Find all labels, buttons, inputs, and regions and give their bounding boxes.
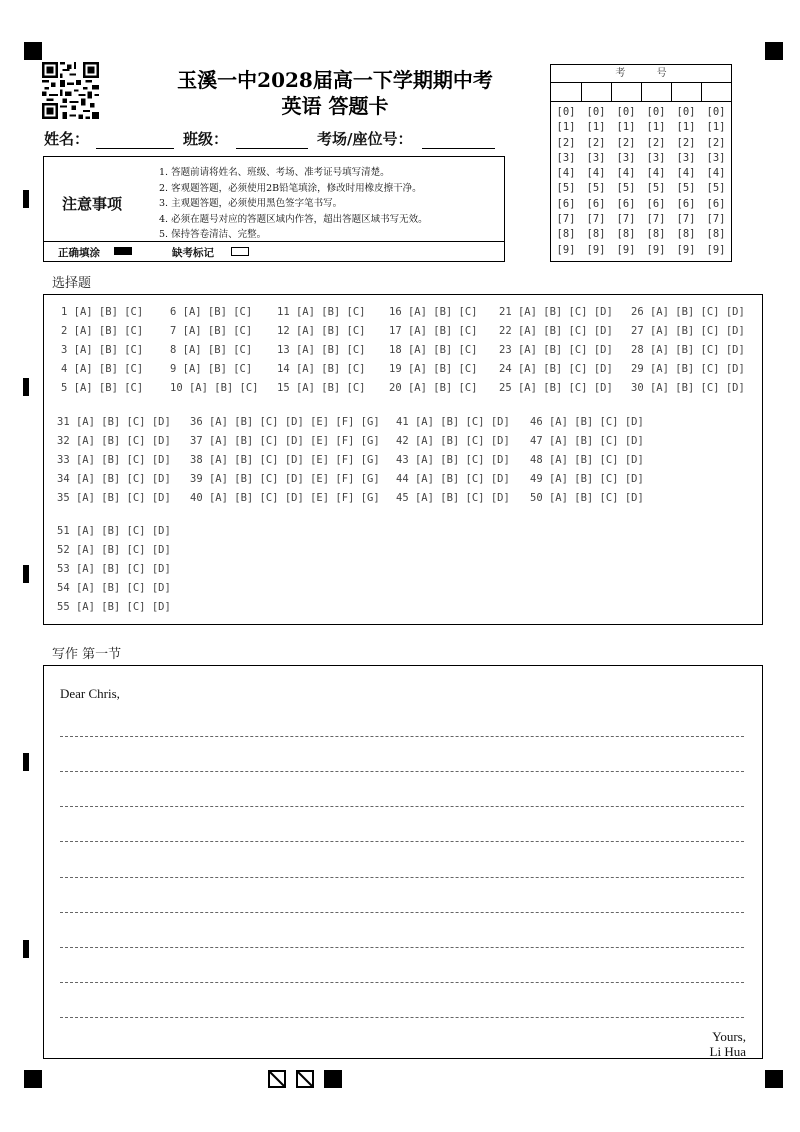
- exam-digit-bubble[interactable]: [3]: [706, 151, 726, 164]
- exam-digit-bubble[interactable]: [4]: [646, 167, 666, 180]
- writing-line[interactable]: [60, 912, 744, 913]
- question-answer-row[interactable]: 38 [A] [B] [C] [D] [E] [F] [G]: [190, 454, 380, 466]
- correct-fill-label: 正确填涂: [58, 247, 100, 259]
- exam-digit-bubble[interactable]: [7]: [586, 213, 606, 226]
- exam-digit-column: [611, 105, 641, 258]
- exam-digit-bubble[interactable]: [0]: [706, 106, 726, 118]
- writing-answer-area[interactable]: [43, 665, 763, 1059]
- exam-digit-bubble[interactable]: [2]: [586, 136, 606, 149]
- question-answer-row[interactable]: 9 [A] [B] [C]: [170, 363, 253, 375]
- exam-digit-bubble[interactable]: [8]: [676, 228, 696, 241]
- exam-digit-bubble[interactable]: [2]: [646, 136, 666, 149]
- question-answer-row[interactable]: 28 [A] [B] [C] [D]: [631, 344, 745, 356]
- exam-number-title: 考 号: [551, 65, 731, 83]
- exam-digit-bubble[interactable]: [1]: [616, 121, 636, 134]
- question-answer-row[interactable]: 12 [A] [B] [C]: [277, 325, 366, 337]
- notice-item: 2. 客观题答题，必须使用2B铅笔填涂，修改时用橡皮擦干净。: [159, 182, 422, 194]
- exam-digit-bubble[interactable]: [4]: [706, 167, 726, 180]
- exam-digit-bubble[interactable]: [1]: [556, 121, 576, 134]
- question-answer-row[interactable]: 19 [A] [B] [C]: [389, 363, 478, 375]
- writing-line[interactable]: [60, 771, 744, 772]
- page-subtitle: 英语 答题卡: [281, 94, 389, 118]
- choice-answer-area: [43, 294, 763, 625]
- exam-digit-bubble[interactable]: [9]: [586, 243, 606, 256]
- question-answer-row[interactable]: 36 [A] [B] [C] [D] [E] [F] [G]: [190, 416, 380, 428]
- absent-mark-label: 缺考标记: [172, 247, 214, 259]
- exam-digit-bubble[interactable]: [7]: [706, 213, 726, 226]
- question-answer-row[interactable]: 6 [A] [B] [C]: [170, 306, 253, 318]
- question-answer-row[interactable]: 49 [A] [B] [C] [D]: [530, 473, 644, 485]
- question-answer-row[interactable]: 32 [A] [B] [C] [D]: [57, 435, 171, 447]
- exam-digit-bubble[interactable]: [9]: [646, 243, 666, 256]
- divider: [701, 83, 702, 101]
- question-answer-row[interactable]: 42 [A] [B] [C] [D]: [396, 435, 510, 447]
- question-answer-row[interactable]: 25 [A] [B] [C] [D]: [499, 382, 613, 394]
- question-answer-row[interactable]: 44 [A] [B] [C] [D]: [396, 473, 510, 485]
- exam-digit-bubble[interactable]: [7]: [556, 213, 576, 226]
- question-answer-row[interactable]: 54 [A] [B] [C] [D]: [57, 582, 171, 594]
- exam-digit-bubble[interactable]: [5]: [676, 182, 696, 195]
- notice-box: [43, 156, 505, 262]
- question-answer-row[interactable]: 23 [A] [B] [C] [D]: [499, 344, 613, 356]
- question-answer-row[interactable]: 24 [A] [B] [C] [D]: [499, 363, 613, 375]
- writing-line[interactable]: [60, 982, 744, 983]
- page-marker-crossed: [268, 1070, 286, 1088]
- question-answer-row[interactable]: 5 [A] [B] [C]: [61, 382, 144, 394]
- page-marker-filled: [324, 1070, 342, 1088]
- exam-digit-bubble[interactable]: [1]: [646, 121, 666, 134]
- exam-number-box: [550, 64, 732, 262]
- question-answer-row[interactable]: 30 [A] [B] [C] [D]: [631, 382, 745, 394]
- question-answer-row[interactable]: 8 [A] [B] [C]: [170, 344, 253, 356]
- notice-item: 5. 保持答卷清洁、完整。: [159, 229, 267, 240]
- room-seat-label: 考场/座位号：: [317, 130, 413, 148]
- exam-digit-bubble[interactable]: [6]: [706, 197, 726, 210]
- exam-digit-column: [581, 105, 611, 258]
- registration-mark-top-left: [24, 42, 42, 60]
- notice-title: 注意事项: [62, 195, 123, 213]
- exam-digit-bubble[interactable]: [0]: [586, 106, 606, 118]
- closing-text: Yours,: [712, 1029, 746, 1044]
- exam-digit-column: [701, 105, 731, 258]
- question-answer-row[interactable]: 41 [A] [B] [C] [D]: [396, 416, 510, 428]
- exam-digit-bubble[interactable]: [4]: [586, 167, 606, 180]
- exam-digit-bubble[interactable]: [9]: [616, 243, 636, 256]
- question-answer-row[interactable]: 16 [A] [B] [C]: [389, 306, 478, 318]
- registration-mark-bottom-left: [24, 1070, 42, 1088]
- side-mark: [23, 753, 29, 771]
- question-answer-row[interactable]: 47 [A] [B] [C] [D]: [530, 435, 644, 447]
- question-answer-row[interactable]: 51 [A] [B] [C] [D]: [57, 525, 171, 537]
- question-answer-row[interactable]: 26 [A] [B] [C] [D]: [631, 306, 745, 318]
- name-label: 姓名：: [44, 130, 90, 148]
- question-answer-row[interactable]: 4 [A] [B] [C]: [61, 363, 144, 375]
- question-answer-row[interactable]: 17 [A] [B] [C]: [389, 325, 478, 337]
- question-answer-row[interactable]: 22 [A] [B] [C] [D]: [499, 325, 613, 337]
- exam-digit-bubble[interactable]: [2]: [706, 136, 726, 149]
- notice-item: 3. 主观题答题，必须使用黑色签字笔书写。: [159, 198, 343, 209]
- side-mark: [23, 190, 29, 208]
- exam-digit-bubble[interactable]: [5]: [706, 182, 726, 195]
- divider: [671, 83, 672, 101]
- class-field[interactable]: [236, 130, 308, 149]
- exam-digit-bubble[interactable]: [8]: [706, 228, 726, 241]
- name-field[interactable]: [96, 130, 174, 149]
- exam-digit-bubble[interactable]: [4]: [616, 167, 636, 180]
- question-answer-row[interactable]: 27 [A] [B] [C] [D]: [631, 325, 745, 337]
- question-answer-row[interactable]: 46 [A] [B] [C] [D]: [530, 416, 644, 428]
- writing-line[interactable]: [60, 841, 744, 842]
- absent-mark-box[interactable]: [231, 247, 249, 256]
- question-answer-row[interactable]: 18 [A] [B] [C]: [389, 344, 478, 356]
- exam-digit-bubble[interactable]: [4]: [556, 167, 576, 180]
- divider: [44, 241, 504, 242]
- writing-line[interactable]: [60, 1017, 744, 1018]
- question-answer-row[interactable]: 53 [A] [B] [C] [D]: [57, 563, 171, 575]
- exam-digit-bubble[interactable]: [2]: [676, 136, 696, 149]
- divider: [641, 83, 642, 101]
- exam-digit-bubble[interactable]: [6]: [616, 197, 636, 210]
- exam-digit-bubble[interactable]: [0]: [616, 106, 636, 118]
- exam-digit-bubble[interactable]: [5]: [586, 182, 606, 195]
- choice-section-label: 选择题: [52, 276, 92, 291]
- question-answer-row[interactable]: 10 [A] [B] [C]: [170, 382, 259, 394]
- exam-digit-bubble[interactable]: [3]: [586, 151, 606, 164]
- question-answer-row[interactable]: 7 [A] [B] [C]: [170, 325, 253, 337]
- exam-digit-bubble[interactable]: [4]: [676, 167, 696, 180]
- question-answer-row[interactable]: 13 [A] [B] [C]: [277, 344, 366, 356]
- registration-mark-bottom-right: [765, 1070, 783, 1088]
- question-answer-row[interactable]: 14 [A] [B] [C]: [277, 363, 366, 375]
- question-answer-row[interactable]: 35 [A] [B] [C] [D]: [57, 492, 171, 504]
- exam-digit-bubble[interactable]: [6]: [646, 197, 666, 210]
- greeting-text: Dear Chris,: [60, 686, 120, 701]
- notice-item: 4. 必须在题号对应的答题区域内作答，超出答题区域书写无效。: [159, 213, 428, 225]
- exam-digit-bubble[interactable]: [9]: [706, 243, 726, 256]
- question-answer-row[interactable]: 3 [A] [B] [C]: [61, 344, 144, 356]
- exam-digit-column: [671, 105, 701, 258]
- exam-digit-bubble[interactable]: [1]: [586, 121, 606, 134]
- writing-line[interactable]: [60, 877, 744, 878]
- exam-digit-bubble[interactable]: [5]: [616, 182, 636, 195]
- exam-digit-bubble[interactable]: [0]: [676, 106, 696, 118]
- exam-digit-bubble[interactable]: [7]: [676, 213, 696, 226]
- question-answer-row[interactable]: 55 [A] [B] [C] [D]: [57, 601, 171, 613]
- side-mark: [23, 565, 29, 583]
- exam-digit-column: [641, 105, 671, 258]
- exam-digit-bubble[interactable]: [5]: [556, 182, 576, 195]
- exam-digit-bubble[interactable]: [9]: [676, 243, 696, 256]
- exam-digit-bubble[interactable]: [5]: [646, 182, 666, 195]
- exam-digit-bubble[interactable]: [1]: [706, 121, 726, 134]
- page-marker-crossed: [296, 1070, 314, 1088]
- question-answer-row[interactable]: 31 [A] [B] [C] [D]: [57, 416, 171, 428]
- exam-digit-bubble[interactable]: [0]: [646, 106, 666, 118]
- signature-text: Li Hua: [709, 1044, 746, 1059]
- exam-digit-bubble[interactable]: [7]: [616, 213, 636, 226]
- exam-digit-bubble[interactable]: [6]: [676, 197, 696, 210]
- class-label: 班级：: [183, 130, 229, 148]
- question-answer-row[interactable]: 21 [A] [B] [C] [D]: [499, 306, 613, 318]
- side-mark: [23, 940, 29, 958]
- registration-mark-top-right: [765, 42, 783, 60]
- exam-digit-bubble[interactable]: [8]: [616, 228, 636, 241]
- notice-item: 1. 答题前请将姓名、班级、考场、准考证号填写清楚。: [159, 167, 390, 178]
- question-answer-row[interactable]: 29 [A] [B] [C] [D]: [631, 363, 745, 375]
- writing-line[interactable]: [60, 947, 744, 948]
- question-answer-row[interactable]: 33 [A] [B] [C] [D]: [57, 454, 171, 466]
- page-title: 玉溪一中2028届高一下学期期中考: [177, 68, 493, 92]
- exam-digit-bubble[interactable]: [8]: [556, 228, 576, 241]
- exam-digit-bubble[interactable]: [3]: [556, 151, 576, 164]
- exam-digit-bubble[interactable]: [7]: [646, 213, 666, 226]
- exam-digit-bubble[interactable]: [3]: [646, 151, 666, 164]
- question-answer-row[interactable]: 37 [A] [B] [C] [D] [E] [F] [G]: [190, 435, 380, 447]
- exam-digit-bubble[interactable]: [2]: [556, 136, 576, 149]
- writing-line[interactable]: [60, 806, 744, 807]
- question-answer-row[interactable]: 15 [A] [B] [C]: [277, 382, 366, 394]
- exam-digit-bubble[interactable]: [9]: [556, 243, 576, 256]
- question-answer-row[interactable]: 20 [A] [B] [C]: [389, 382, 478, 394]
- exam-digit-bubble[interactable]: [8]: [646, 228, 666, 241]
- exam-digit-bubble[interactable]: [3]: [616, 151, 636, 164]
- correct-fill-example: [114, 247, 132, 255]
- question-answer-row[interactable]: 52 [A] [B] [C] [D]: [57, 544, 171, 556]
- exam-digit-bubble[interactable]: [1]: [676, 121, 696, 134]
- writing-line[interactable]: [60, 736, 744, 737]
- room-seat-field[interactable]: [422, 130, 495, 149]
- exam-digit-bubble[interactable]: [6]: [556, 197, 576, 210]
- exam-digit-bubble[interactable]: [0]: [556, 106, 576, 118]
- question-answer-row[interactable]: 45 [A] [B] [C] [D]: [396, 492, 510, 504]
- question-answer-row[interactable]: 39 [A] [B] [C] [D] [E] [F] [G]: [190, 473, 380, 485]
- notice-list: [159, 165, 428, 243]
- exam-digit-bubble[interactable]: [3]: [676, 151, 696, 164]
- question-answer-row[interactable]: 34 [A] [B] [C] [D]: [57, 473, 171, 485]
- exam-digit-column: [551, 105, 581, 258]
- question-answer-row[interactable]: 2 [A] [B] [C]: [61, 325, 144, 337]
- writing-section-label: 写作 第一节: [52, 647, 122, 662]
- divider: [611, 83, 612, 101]
- exam-digit-bubble[interactable]: [8]: [586, 228, 606, 241]
- divider: [581, 83, 582, 101]
- question-answer-row[interactable]: 11 [A] [B] [C]: [277, 306, 366, 318]
- exam-digit-bubble[interactable]: [6]: [586, 197, 606, 210]
- exam-digit-bubble[interactable]: [2]: [616, 136, 636, 149]
- question-answer-row[interactable]: 1 [A] [B] [C]: [61, 306, 144, 318]
- question-answer-row[interactable]: 43 [A] [B] [C] [D]: [396, 454, 510, 466]
- side-mark: [23, 378, 29, 396]
- qr-code: [42, 62, 99, 119]
- question-answer-row[interactable]: 40 [A] [B] [C] [D] [E] [F] [G]: [190, 492, 380, 504]
- question-answer-row[interactable]: 48 [A] [B] [C] [D]: [530, 454, 644, 466]
- question-answer-row[interactable]: 50 [A] [B] [C] [D]: [530, 492, 644, 504]
